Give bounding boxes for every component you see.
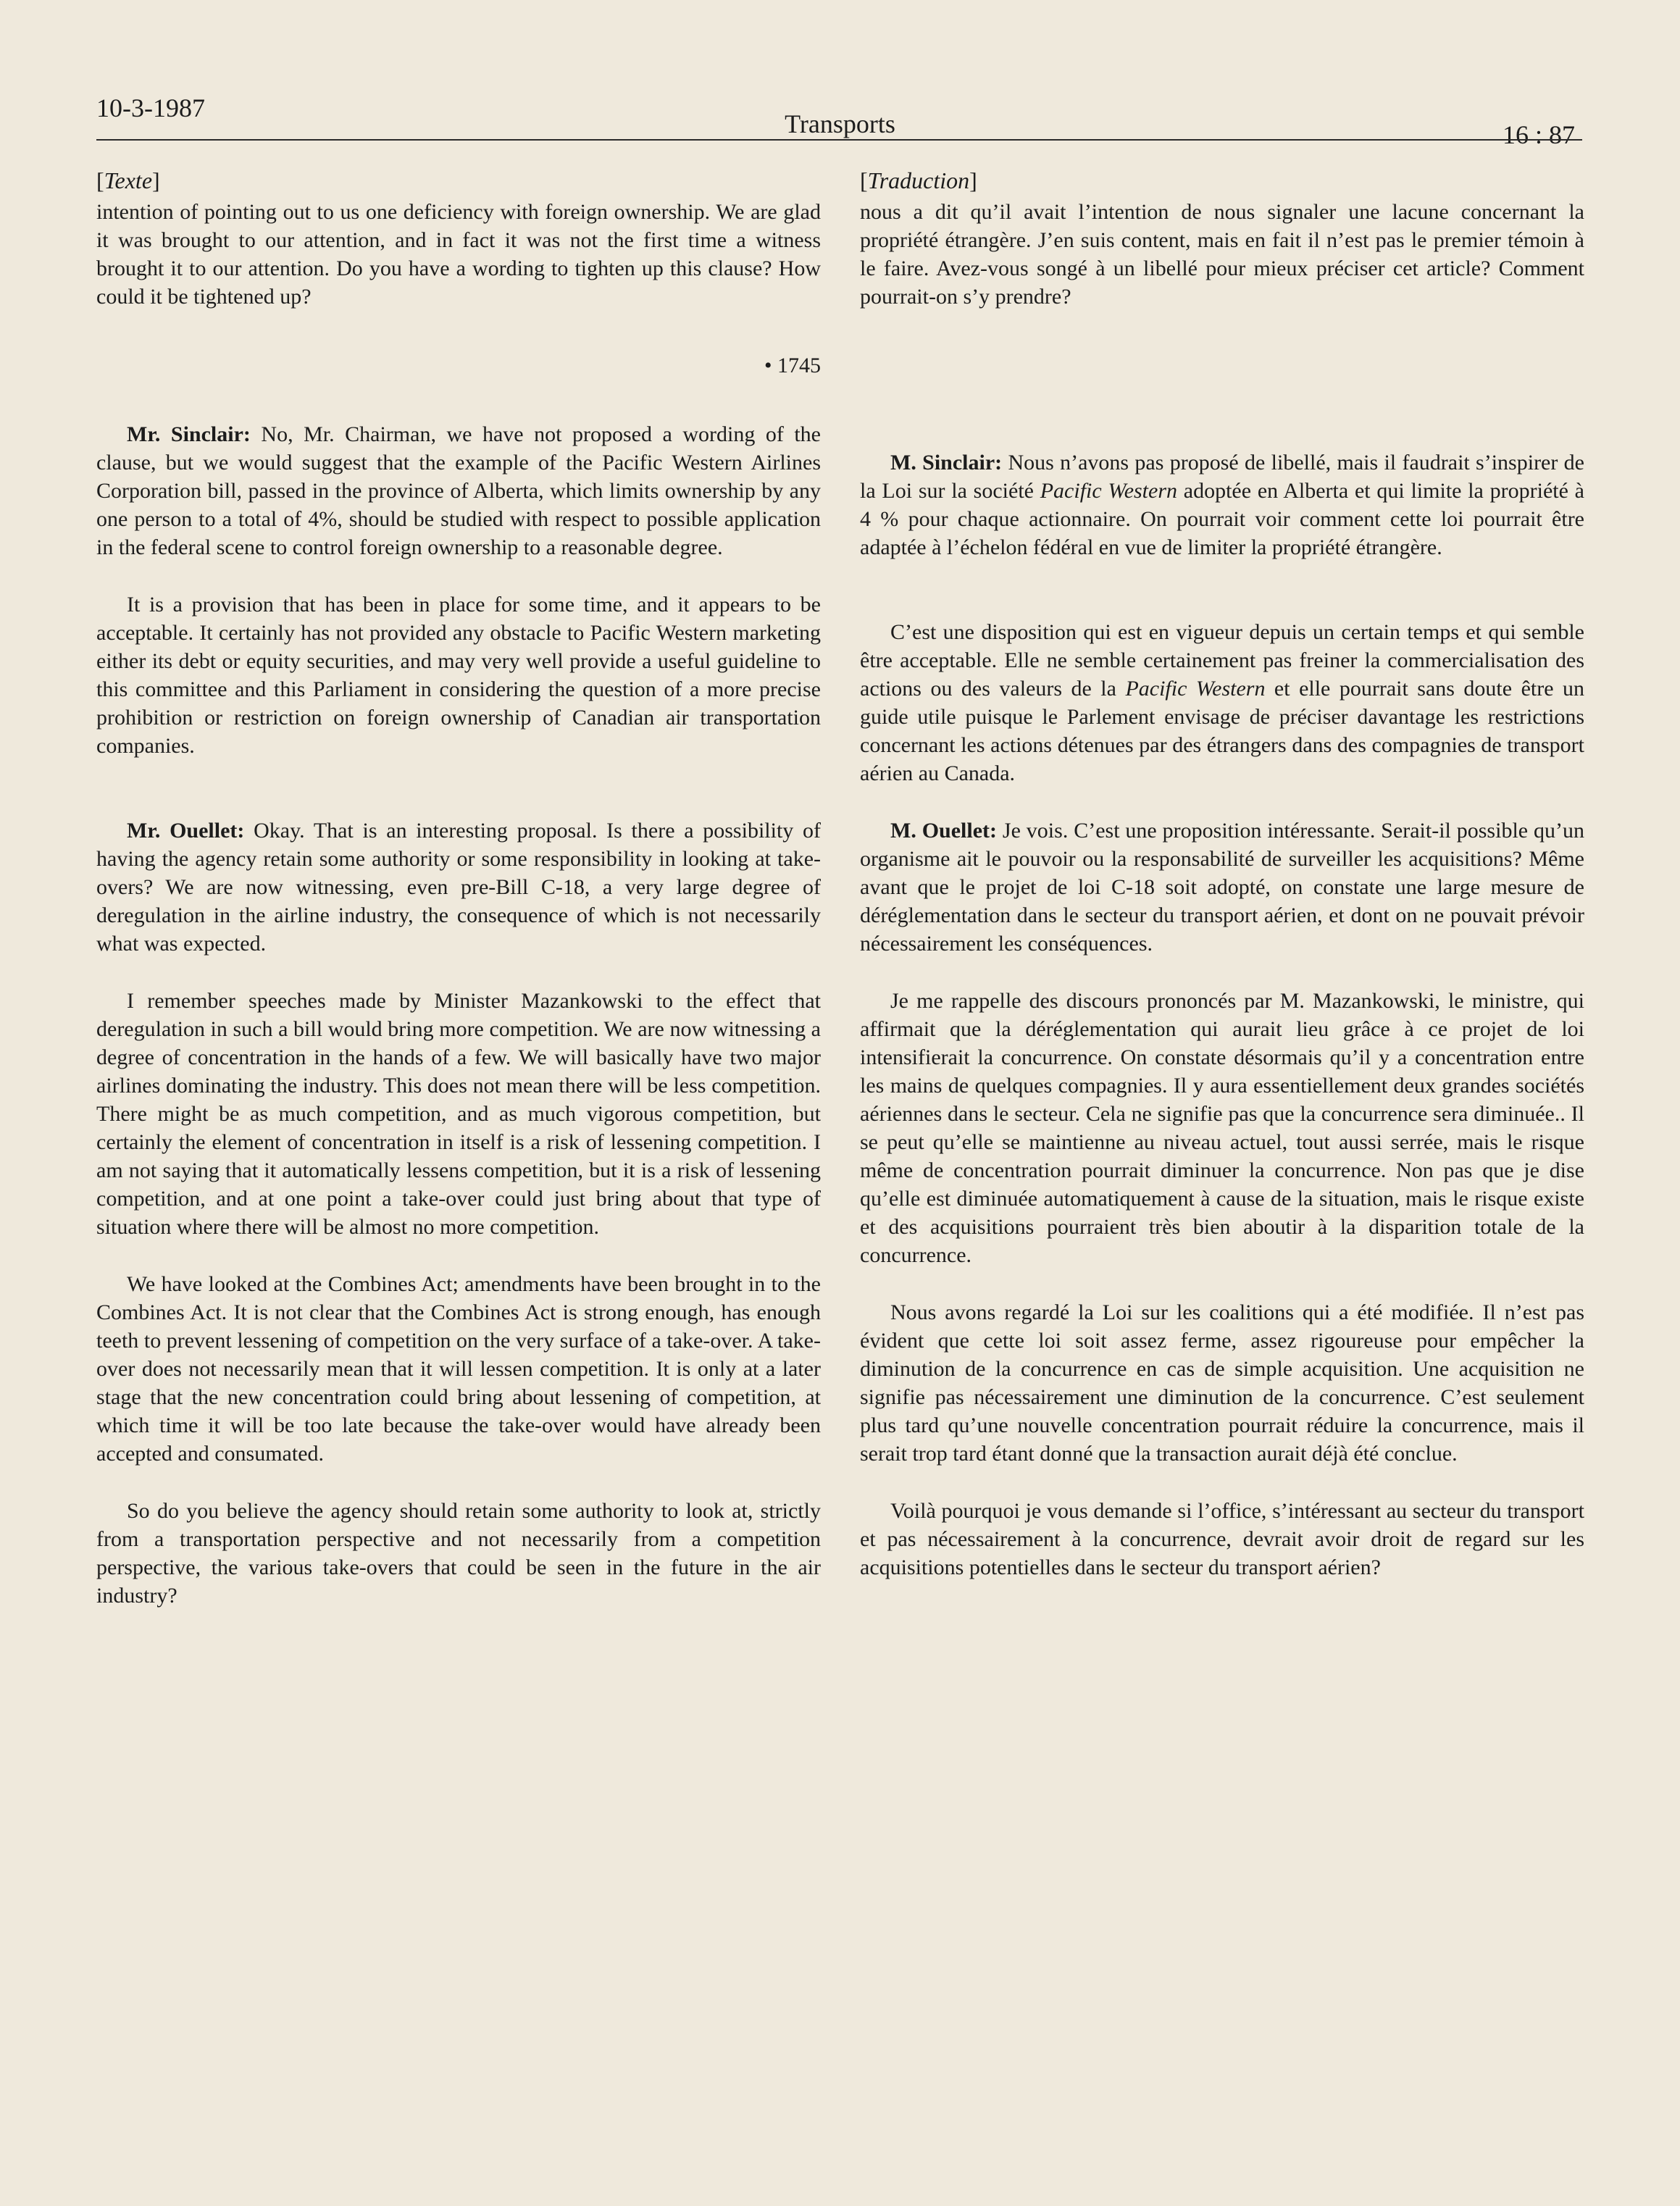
- speaker-name: M. Sinclair:: [890, 451, 1003, 475]
- speech-text: adoptée en Alberta et qui limite la propriété à 4 % pour chaque actionnaire. On pourrait voir comment cette loi pourrait être adaptée à l’échelon fédéral en vue de limiter la propriété étrangère.: [860, 479, 1584, 559]
- time-marker: • 1745: [96, 351, 821, 380]
- emphasis-text: Pacific Western: [1040, 479, 1178, 503]
- speaker-name: M. Ouellet:: [890, 819, 998, 843]
- language-label-text: [ Traduction ]: [860, 167, 977, 193]
- speech-text: Okay. That is an interesting proposal. Is there a possibility of having the agency retain some authority or some responsibility in looking at take-overs? We are now witnessing, even pre-Bill C-18, a very large degree of deregulation in the airline industry, the consequence of which is not necessarily what was expected.: [96, 819, 821, 956]
- english-column: [96, 167, 821, 1610]
- emphasis-text: Pacific Western: [1125, 677, 1266, 701]
- paragraph: Voilà pourquoi je vous demande si l’office, s’intéressant au secteur du transport et pas nécessairement à la concurrence, devrait avoir droit de regard sur les acquisitions potentielles dans le secteur du transport aérien?: [860, 1499, 1584, 1579]
- header-page-number: 16 : 87: [1502, 120, 1575, 149]
- header-date: 10-3-1987: [96, 93, 205, 122]
- paragraph: I remember speeches made by Minister Mazankowski to the effect that deregulation in such a bill would bring more competition. We are now witnessing a degree of concentration in the hands of a few. We will basically have two major airlines dominating the industry. This does not mean there will be less competition. There might be as much competition, and as much vigorous competition, but certainly the element of concentration in itself is a risk of lessening competition. I am not saying that it automatically lessens competition, but it is a risk of lessening competition, and at one point a take-over could just bring about that type of situation where there will be almost no more competition.: [96, 989, 821, 1239]
- paragraph: [860, 816, 1584, 958]
- paragraph: Je me rappelle des discours prononcés par M. Mazankowski, le ministre, qui affirmait que la déréglementation qui aurait lieu grâce à ce projet de loi intensifierait la concurrence. On constate désormais qu’il y a concentration entre les mains de quelques compagnies. Il y aura essentiellement deux grandes sociétés aériennes dans le secteur. Cela ne signifie pas que la concurrence sera diminuée.. Il se peut qu’elle se maintienne au niveau actuel, tout aussi serrée, mais le risque même de concentration pourrait diminuer la concurrence. Non pas que je dise qu’elle est diminuée automatiquement à cause de la situation, mais le risque existe et des acquisitions pourraient très bien aboutir à la disparition totale de la concurrence.: [860, 989, 1584, 1267]
- language-label: [860, 167, 1584, 195]
- speech-text: C’est une disposition qui est en vigueur depuis un certain temps et qui semble être acceptable. Elle ne semble certainement pas freiner la commercialisation des actions ou des valeurs de la: [860, 620, 1584, 701]
- header-title: Transports: [785, 109, 895, 138]
- page-header: [0, 0, 1680, 152]
- paragraph: Nous avons regardé la Loi sur les coalitions qui a été modifiée. Il n’est pas évident que cette loi soit assez ferme, assez rigoureuse pour empêcher la diminution de la concurrence en cas de simple acquisition. Une acquisition ne signifie pas nécessairement une diminution de la concurrence. C’est seulement plus tard qu’une nouvelle concentration pourrait réduire la concurrence, mais il serait trop tard étant donné que la transaction aurait déjà été conclue.: [860, 1300, 1584, 1466]
- paragraph: [860, 448, 1584, 561]
- paragraph: intention of pointing out to us one deficiency with foreign ownership. We are glad it was brought to our attention, and in fact it was not the first time a witness brought it to our attention. Do you have a wording to tighten up this clause? How could it be tightened up?: [96, 200, 821, 309]
- paragraph: [96, 420, 821, 561]
- paragraph: [96, 816, 821, 958]
- speech-text: et elle pourrait sans doute être un guide utile puisque le Parlement envisage de préciser davantage les restrictions concernant les actions détenues par des étrangers dans des compagnies de transport aérien au Canada.: [860, 677, 1585, 785]
- speaker-name: Mr. Sinclair:: [127, 422, 251, 446]
- speech-text: No, Mr. Chairman, we have not proposed a wording of the clause, but we would suggest that the example of the Pacific Western Airlines Corporation bill, passed in the province of Alberta, which limits ownership by any one person to a total of 4%, should be studied with respect to possible application in the federal scene to control foreign ownership to a reasonable degree.: [96, 422, 821, 559]
- header-rule: [96, 139, 1582, 141]
- paragraph: [860, 618, 1584, 787]
- language-label: [96, 167, 821, 195]
- paragraph: It is a provision that has been in place for some time, and it appears to be acceptable. It certainly has not provided any obstacle to Pacific Western marketing either its debt or equity securities, and may very well provide a useful guideline to this committee and this Parliament in considering the question of a more precise prohibition or restriction on foreign ownership of Canadian air transportation companies.: [96, 593, 821, 758]
- paragraph: We have looked at the Combines Act; amendments have been brought in to the Combines Act. It is not clear that the Combines Act is strong enough, has enough teeth to prevent lessening of competition on the very surface of a take-over. A take-over does not necessarily mean that it will lessen competition. It is only at a later stage that the new concentration could bring about lessening of competition, at which time it will be too late because the take-over would have already been accepted and consumated.: [96, 1272, 821, 1466]
- paragraph: nous a dit qu’il avait l’intention de nous signaler une lacune concernant la propriété étrangère. J’en suis content, mais en fait il n’est pas le premier témoin à le faire. Avez-vous songé à un libellé pour mieux préciser cet article? Comment pourrait-on s’y prendre?: [860, 200, 1584, 309]
- speaker-name: Mr. Ouellet:: [127, 819, 245, 843]
- paragraph: So do you believe the agency should retain some authority to look at, strictly from a transportation perspective and not necessarily from a competition perspective, the various take-overs that could be seen in the future in the air industry?: [96, 1499, 821, 1608]
- speech-text: Je vois. C’est une proposition intéressante. Serait-il possible qu’un organisme ait le pouvoir ou la responsabilité de surveiller les acquisitions? Même avant que le projet de loi C-18 soit adopté, on constate une large mesure de déréglementation dans le secteur du transport aérien, et dont on ne pouvait prévoir nécessairement les conséquences.: [860, 819, 1584, 956]
- language-label-text: [ Texte ]: [96, 167, 160, 193]
- french-column: [860, 167, 1584, 1582]
- speech-text: Nous n’avons pas proposé de libellé, mais il faudrait s’inspirer de la Loi sur la société: [860, 451, 1585, 503]
